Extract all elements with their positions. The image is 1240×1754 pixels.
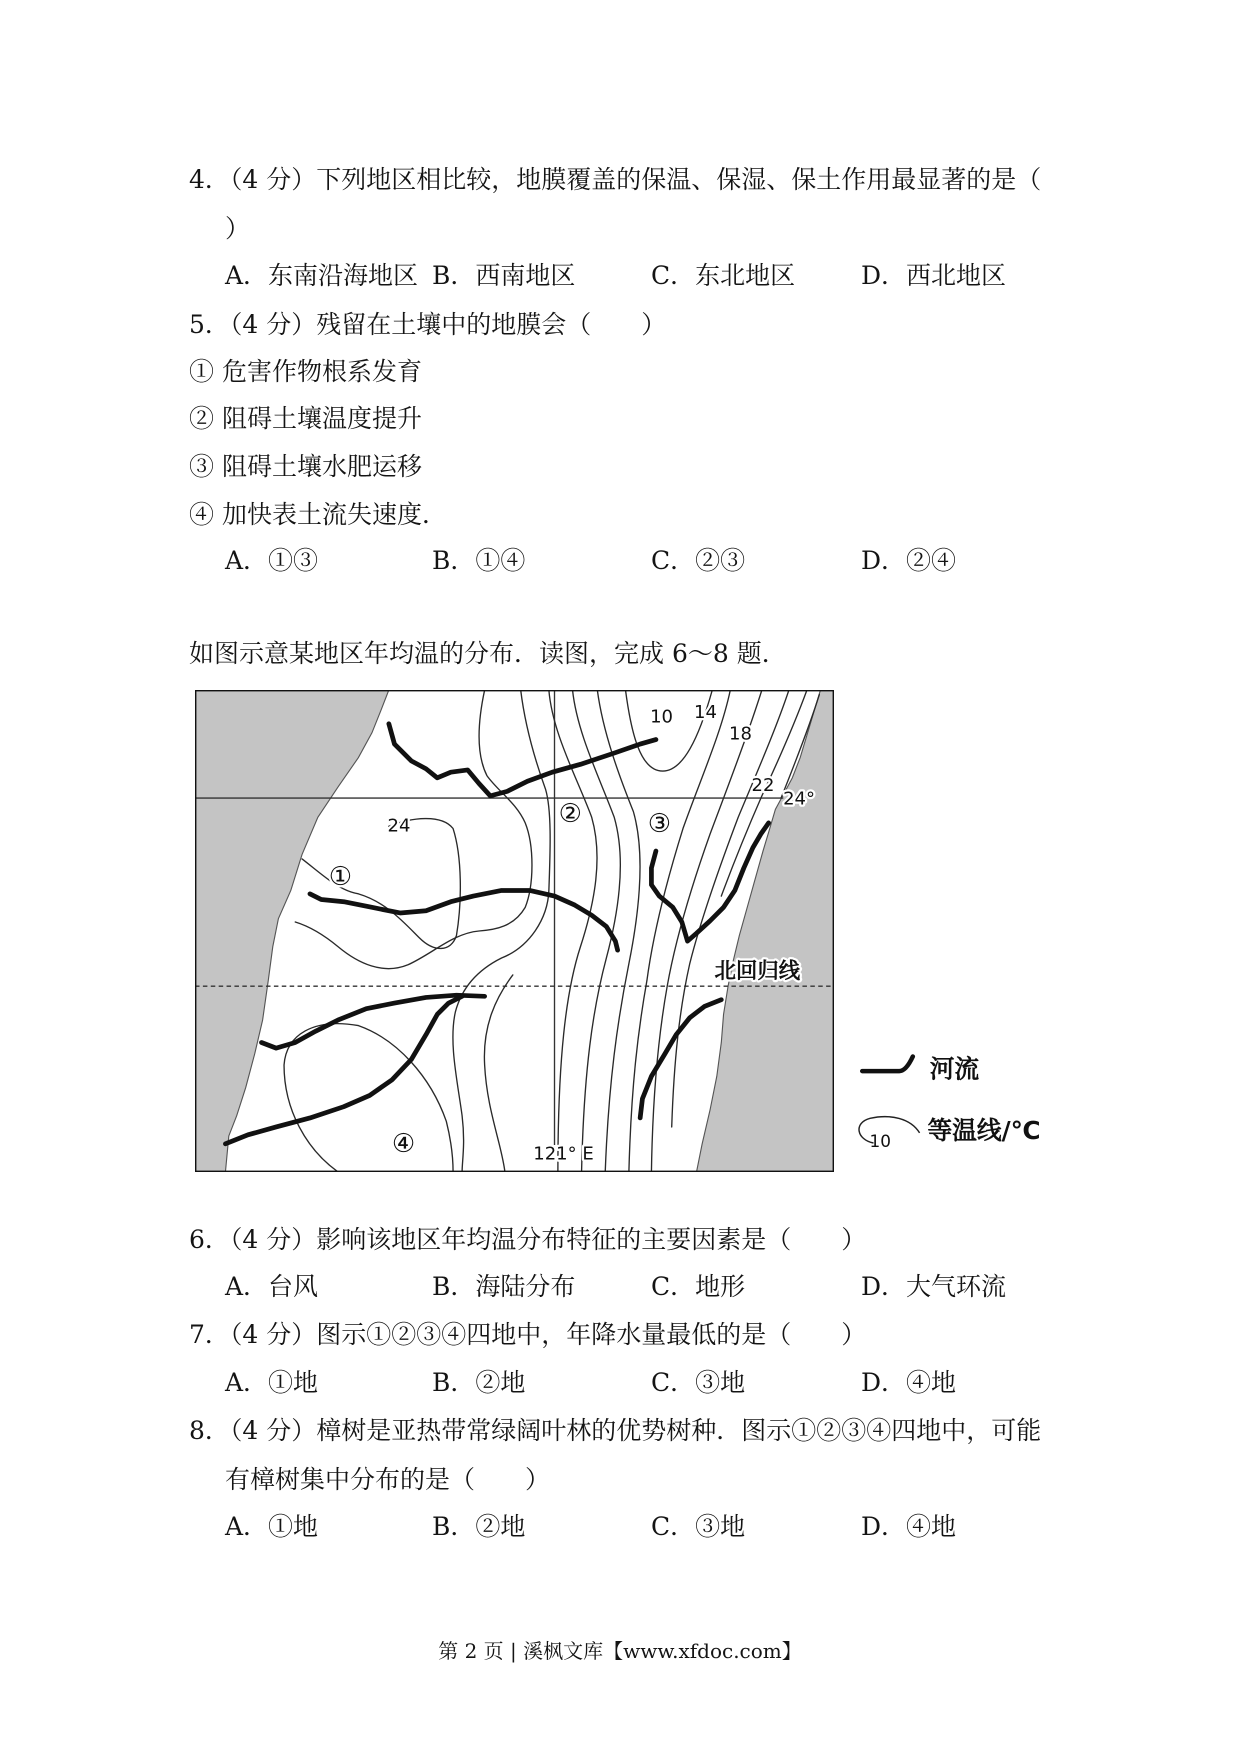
q4-option-d: D．西北地区 xyxy=(861,261,1007,290)
page-footer: 第 2 页 | 溪枫文库【www.xfdoc.com】 xyxy=(438,1639,802,1663)
q6-option-c: C．地形 xyxy=(651,1272,746,1301)
q6-option-d: D．大气环流 xyxy=(861,1272,1007,1301)
q5-statement-1: ① 危害作物根系发育 xyxy=(189,357,422,386)
q6-stem: 6．（4 分）影响该地区年均温分布特征的主要因素是（ ） xyxy=(189,1225,867,1254)
place-4: ④ xyxy=(391,1128,416,1159)
isotherm-label-10: 10 xyxy=(650,706,674,728)
q5-option-c: C．②③ xyxy=(651,546,746,575)
place-3: ③ xyxy=(647,809,671,840)
map-intro: 如图示意某地区年均温的分布．读图，完成 6～8 题． xyxy=(189,639,787,668)
q5-statement-3: ③ 阻碍土壤水肥运移 xyxy=(189,452,422,481)
isotherm-legend-sample-value: 10 xyxy=(869,1130,891,1151)
q4-stem: 4．（4 分）下列地区相比较，地膜覆盖的保温、保湿、保土作用最显著的是（ xyxy=(189,165,1042,194)
q7-option-c: C．③地 xyxy=(651,1368,746,1397)
q5-option-d: D．②④ xyxy=(861,546,957,575)
q6-option-a: A．台风 xyxy=(225,1272,319,1301)
isotherm-label-22: 22 xyxy=(751,775,775,797)
q4-option-b: B．西南地区 xyxy=(432,261,576,290)
q5-statement-4: ④ 加快表土流失速度． xyxy=(189,500,447,529)
tropic-of-cancer-label: 北回归线 xyxy=(714,959,801,985)
q5-option-a: A．①③ xyxy=(225,546,319,575)
q8-option-c: C．③地 xyxy=(651,1512,746,1541)
q5-option-b: B．①④ xyxy=(432,546,526,575)
isotherm-label-14: 14 xyxy=(694,702,717,724)
q5-statement-2: ② 阻碍土壤温度提升 xyxy=(189,404,422,433)
q4-stem-continuation: ） xyxy=(225,214,251,243)
longitude-label: 121° E xyxy=(533,1143,594,1165)
place-2: ② xyxy=(558,798,582,829)
q8-option-a: A．①地 xyxy=(225,1512,319,1541)
river-legend-symbol xyxy=(862,1056,913,1071)
isotherm-label-24: 24 xyxy=(387,815,411,837)
q7-option-a: A．①地 xyxy=(225,1368,319,1397)
q4-option-a: A．东南沿海地区 xyxy=(225,261,419,290)
isotherm-label-18: 18 xyxy=(728,723,752,745)
q8-stem: 8．（4 分）樟树是亚热带常绿阔叶林的优势树种．图示①②③④四地中，可能 xyxy=(189,1416,1042,1445)
q7-option-b: B．②地 xyxy=(432,1368,526,1397)
q6-option-b: B．海陆分布 xyxy=(432,1272,576,1301)
latitude-label: 24° xyxy=(783,788,816,810)
q8-option-d: D．④地 xyxy=(861,1512,957,1541)
isotherm-legend-label: 等温线/℃ xyxy=(927,1116,1041,1146)
river-legend-label: 河流 xyxy=(929,1054,980,1084)
q7-stem: 7．（4 分）图示①②③④四地中，年降水量最低的是（ ） xyxy=(189,1320,867,1349)
q8-option-b: B．②地 xyxy=(432,1512,526,1541)
isotherm-map xyxy=(195,690,834,1172)
q7-option-d: D．④地 xyxy=(861,1368,957,1397)
q8-stem-continuation: 有樟树集中分布的是（ ） xyxy=(225,1465,551,1494)
map-legend xyxy=(851,1043,1059,1161)
q5-stem: 5．（4 分）残留在土壤中的地膜会（ ） xyxy=(189,310,667,339)
q4-option-c: C．东北地区 xyxy=(651,261,796,290)
place-1: ① xyxy=(328,861,353,892)
